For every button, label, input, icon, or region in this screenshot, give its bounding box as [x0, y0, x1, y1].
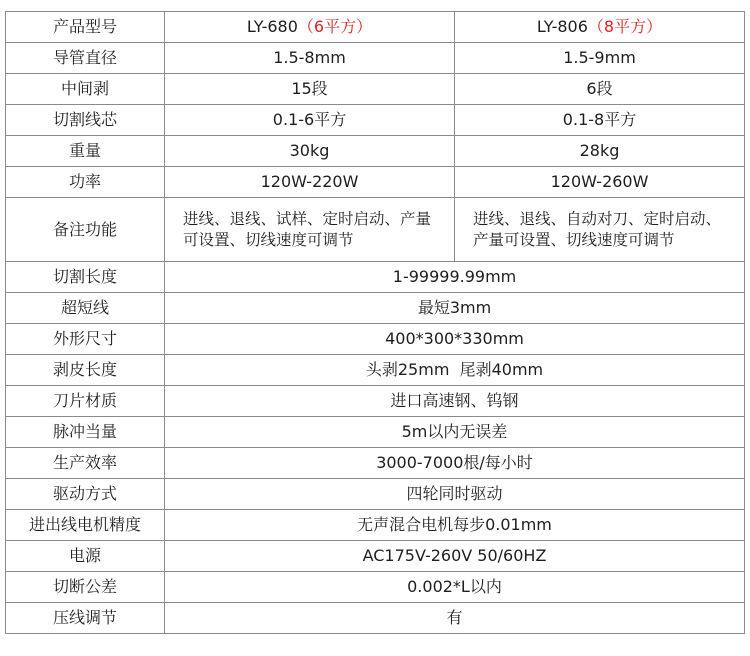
row-label: 中间剥 — [6, 74, 165, 105]
table-row — [6, 324, 745, 355]
model-b-value: 28kg — [455, 136, 745, 167]
model-a-cell — [165, 12, 455, 43]
model-a-value: 30kg — [165, 136, 455, 167]
row-label: 导管直径 — [6, 43, 165, 74]
table-row — [6, 136, 745, 167]
shared-value: 0.002*L以内 — [165, 572, 745, 603]
table-row-notes — [6, 198, 745, 262]
shared-value: 400*300*330mm — [165, 324, 745, 355]
table-row — [6, 448, 745, 479]
row-label: 外形尺寸 — [6, 324, 165, 355]
row-label: 脉冲当量 — [6, 417, 165, 448]
model-b-name: LY-806 — [536, 17, 588, 36]
table-row — [6, 541, 745, 572]
shared-value: 有 — [165, 603, 745, 634]
shared-value: AC175V-260V 50/60HZ — [165, 541, 745, 572]
table-row — [6, 510, 745, 541]
model-b-value: 1.5-9mm — [455, 43, 745, 74]
table-row — [6, 417, 745, 448]
row-label: 进出线电机精度 — [6, 510, 165, 541]
model-b-cell — [455, 12, 745, 43]
model-b-value: 0.1-8平方 — [455, 105, 745, 136]
shared-value: 头剥25mm 尾剥40mm — [165, 355, 745, 386]
table-row — [6, 479, 745, 510]
model-a-value: 0.1-6平方 — [165, 105, 455, 136]
table-row-model — [6, 12, 745, 43]
row-label: 切割长度 — [6, 262, 165, 293]
table-row — [6, 167, 745, 198]
model-b-note: （8平方） — [587, 17, 663, 36]
model-a-note: （6平方） — [297, 17, 373, 36]
shared-value: 最短3mm — [165, 293, 745, 324]
row-label: 刀片材质 — [6, 386, 165, 417]
row-label: 剥皮长度 — [6, 355, 165, 386]
table-row — [6, 262, 745, 293]
shared-value: 无声混合电机每步0.01mm — [165, 510, 745, 541]
row-label: 生产效率 — [6, 448, 165, 479]
row-label: 重量 — [6, 136, 165, 167]
shared-value: 5m以内无误差 — [165, 417, 745, 448]
model-b-value: 120W-260W — [455, 167, 745, 198]
model-a-name: LY-680 — [246, 17, 298, 36]
shared-value: 1-99999.99mm — [165, 262, 745, 293]
row-label: 压线调节 — [6, 603, 165, 634]
model-b-notes: 进线、退线、自动对刀、定时启动、产量可设置、切线速度可调节 — [455, 198, 745, 262]
row-label: 电源 — [6, 541, 165, 572]
shared-value: 四轮同时驱动 — [165, 479, 745, 510]
table-row — [6, 293, 745, 324]
table-row — [6, 355, 745, 386]
row-label: 产品型号 — [6, 12, 165, 43]
model-b-value: 6段 — [455, 74, 745, 105]
shared-value: 进口高速钢、钨钢 — [165, 386, 745, 417]
row-label: 功率 — [6, 167, 165, 198]
row-label: 备注功能 — [6, 198, 165, 262]
row-label: 驱动方式 — [6, 479, 165, 510]
row-label: 切断公差 — [6, 572, 165, 603]
row-label: 超短线 — [6, 293, 165, 324]
table-row — [6, 43, 745, 74]
model-a-value: 120W-220W — [165, 167, 455, 198]
row-label: 切割线芯 — [6, 105, 165, 136]
table-row — [6, 603, 745, 634]
shared-value: 3000-7000根/每小时 — [165, 448, 745, 479]
table-row — [6, 386, 745, 417]
model-a-notes: 进线、退线、试样、定时启动、产量可设置、切线速度可调节 — [165, 198, 455, 262]
model-a-value: 15段 — [165, 74, 455, 105]
table-row — [6, 74, 745, 105]
spec-table — [5, 11, 745, 634]
table-row — [6, 572, 745, 603]
table-row — [6, 105, 745, 136]
model-a-value: 1.5-8mm — [165, 43, 455, 74]
